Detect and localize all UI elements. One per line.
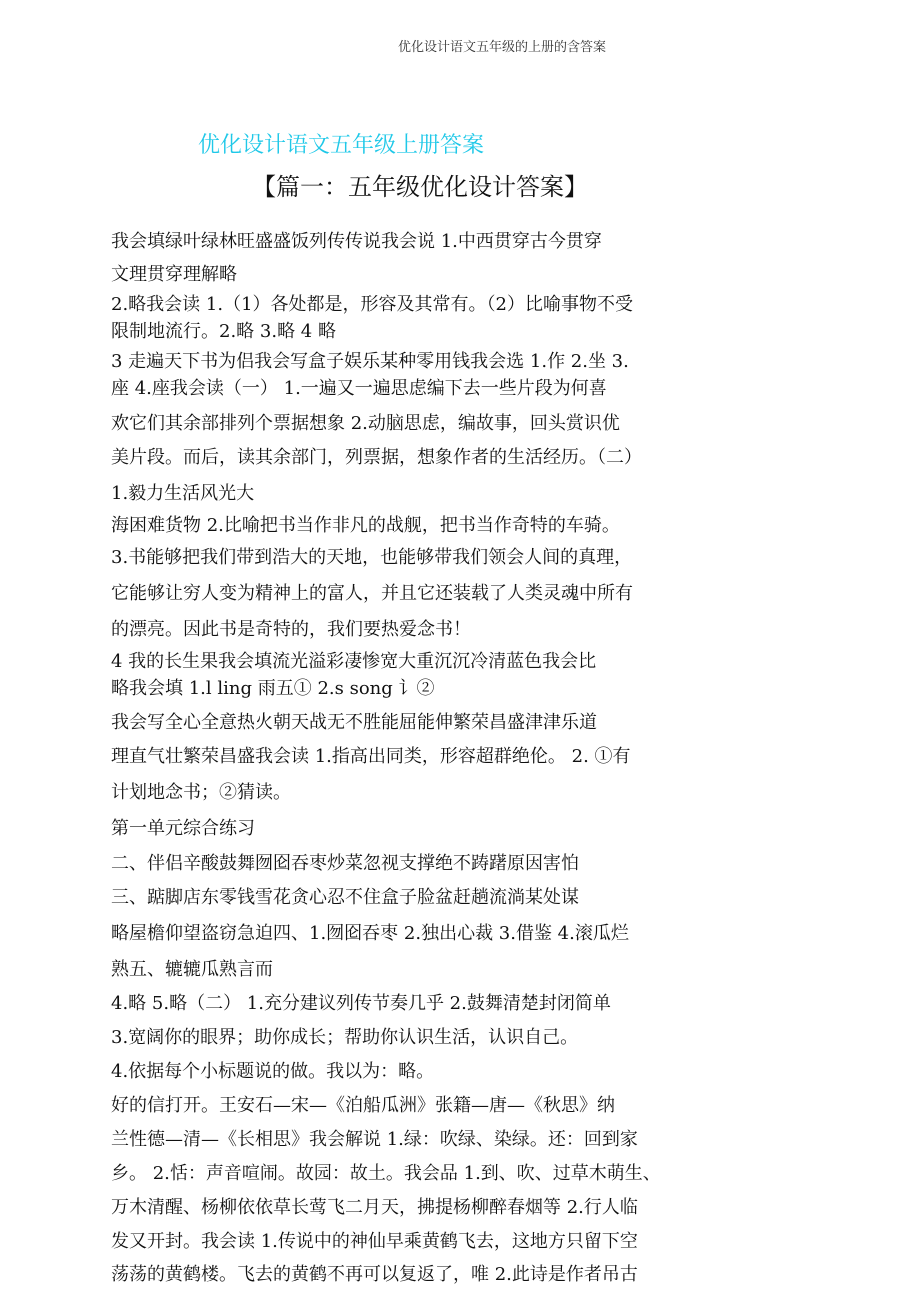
body-line: 海困难货物 2.比喻把书当作非凡的战舰，把书当作奇特的车骑。 xyxy=(111,515,620,536)
body-line: 座 4.座我会读（一） 1.一遍又一遍思虑编下去一些片段为何喜 xyxy=(111,378,607,399)
body-line: 4.依据每个小标题说的做。我以为：略。 xyxy=(111,1061,435,1082)
body-line: 文理贯穿理解略 xyxy=(111,264,237,285)
body-line: 熟五、辘辘瓜熟言而 xyxy=(111,959,273,980)
body-line: 1.毅力生活风光大 xyxy=(111,483,255,504)
body-line: 欢它们其余部排列个票据想象 2.动脑思虑，编故事，回头赏识优 xyxy=(111,413,620,434)
body-line: 兰性德—清—《长相思》我会解说 1.绿：吹绿、染绿。还：回到家 xyxy=(111,1129,638,1150)
body-line: 限制地流行。2.略 3.略 4 略 xyxy=(111,321,336,342)
body-line: 4 我的长生果我会填流光溢彩凄惨宽大重沉沉冷清蓝色我会比 xyxy=(111,651,597,672)
body-line: 我会填绿叶绿林旺盛盛饭列传传说我会说 1.中西贯穿古今贯穿 xyxy=(111,231,602,252)
body-line: 乡。 2.恬：声音喧闹。故园：故土。我会品 1.到、吹、过草木萌生、 xyxy=(111,1163,661,1184)
body-line: 2.略我会读 1.（1）各处都是，形容及其常有。（2）比喻事物不受 xyxy=(111,294,633,315)
body-line: 略屋檐仰望盗窃急迫四、1.囫囵吞枣 2.独出心裁 3.借鉴 4.滚瓜烂 xyxy=(111,923,629,944)
body-line: 4.略 5.略（二） 1.充分建议列传节奏几乎 2.鼓舞清楚封闭简单 xyxy=(111,993,611,1014)
body-line: 的漂亮。因此书是奇特的，我们要热爱念书！ xyxy=(111,619,471,640)
body-line: 发又开封。我会读 1.传说中的神仙早乘黄鹤飞去，这地方只留下空 xyxy=(111,1231,638,1252)
body-line: 美片段。而后，读其余部门，列票据，想象作者的生活经历。（二） xyxy=(111,447,642,468)
running-header: 优化设计语文五年级的上册的含答案 xyxy=(398,40,607,55)
body-line: 3.书能够把我们带到浩大的天地，也能够带我们领会人间的真理， xyxy=(111,547,633,568)
body-line: 第一单元综合练习 xyxy=(111,818,255,839)
body-line: 它能够让穷人变为精神上的富人，并且它还装载了人类灵魂中所有 xyxy=(111,583,633,604)
body-line: 略我会填 1.l ling 雨五① 2.s song 讠② xyxy=(111,678,435,699)
body-line: 我会写全心全意热火朝天战无不胜能屈能伸繁荣昌盛津津乐道 xyxy=(111,712,597,733)
body-line: 二、伴侣辛酸鼓舞囫囵吞枣炒菜忽视支撑绝不踌躇原因害怕 xyxy=(111,853,579,874)
body-line: 计划地念书；②猜读。 xyxy=(111,782,291,803)
body-line: 3.宽阔你的眼界；助你成长；帮助你认识生活，认识自己。 xyxy=(111,1027,579,1048)
document-title: 优化设计语文五年级上册答案 xyxy=(198,133,485,158)
body-line: 万木清醒、杨柳依依草长莺飞二月天，拂提杨柳醉春烟等 2.行人临 xyxy=(111,1197,638,1218)
body-line: 荡荡的黄鹤楼。飞去的黄鹤不再可以复返了，唯 2.此诗是作者吊古 xyxy=(111,1264,638,1285)
body-line: 好的信打开。王安石—宋—《泊船瓜洲》张籍—唐—《秋思》纳 xyxy=(111,1095,615,1116)
body-line: 理直气壮繁荣昌盛我会读 1.指高出同类，形容超群绝伦。 2. ①有 xyxy=(111,746,631,767)
body-line: 三、踮脚店东零钱雪花贪心忍不住盒子脸盆赶趟流淌某处谋 xyxy=(111,887,579,908)
section-title: 【篇一：五年级优化设计答案】 xyxy=(252,173,588,201)
body-line: 3 走遍天下书为侣我会写盒子娱乐某种零用钱我会选 1.作 2.坐 3. xyxy=(111,351,629,372)
